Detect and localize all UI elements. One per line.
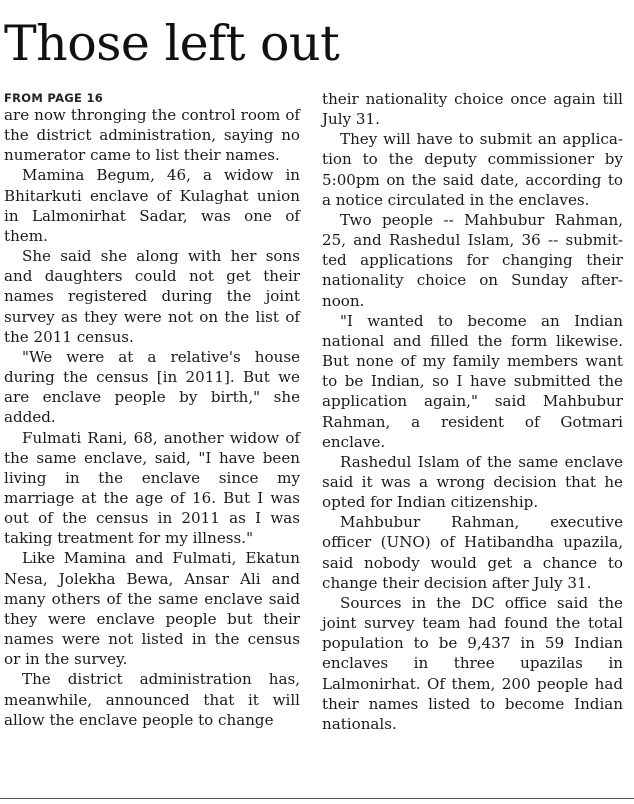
- headline: Those left out: [4, 15, 340, 72]
- paragraph: Mahbubur Rahman, executive officer (UNO) of Hatibandha upazila, said nobody would get a chance to change their decision after July 31.: [322, 513, 623, 592]
- paragraph: Fulmati Rani, 68, another widow of the same enclave, said, "I have been living in the enclave since my marriage at the age of 16. But I was out of the census in 2011 as I was taking treatment for my illness.": [4, 428, 300, 548]
- bottom-rule: [0, 798, 634, 799]
- continuation-kicker: FROM PAGE 16: [4, 91, 104, 105]
- paragraph: "I wanted to become an Indian national and filled the form likewise. But none of my family members want to be Indian, so I have submitted the application again," said Mahbubur Rahman, a resident of Gotmari enclave.: [322, 311, 623, 451]
- paragraph: The district administration has, meanwhile, announced that it will allow the enclave people to change: [4, 670, 300, 729]
- paragraph: "We were at a relative's house during the census [in 2011]. But we are enclave people by birth," she added.: [4, 347, 300, 427]
- article-column-right: [322, 89, 623, 734]
- paragraph: Sources in the DC office said the joint survey team had found the total population to be 9,437 in 59 Indian enclaves in three upazilas in Lalmonirhat. Of them, 200 people had their names listed to become Indian nationals.: [322, 593, 623, 733]
- article-column-left: [4, 89, 300, 730]
- paragraph: are now thronging the control room of the district administration, saying no numerator came to list their names.: [4, 106, 300, 165]
- paragraph: Two people -- Mahbubur Rahman, 25, and Rashedul Islam, 36 -- submitted applications for changing their nationality choice on Sunday afternoon.: [322, 210, 623, 310]
- paragraph: Rashedul Islam of the same enclave said it was a wrong decision that he opted for Indian citizenship.: [322, 452, 623, 512]
- paragraph: their nationality choice once again till July 31.: [322, 90, 623, 129]
- paragraph: Like Mamina and Fulmati, Ekatun Nesa, Jolekha Bewa, Ansar Ali and many others of the same enclave said they were enclave people but their names were not listed in the census or in the survey.: [4, 549, 300, 669]
- paragraph: They will have to submit an application to the deputy commissioner by 5:00pm on the said date, according to a notice circulated in the enclaves.: [322, 130, 623, 209]
- paragraph: Mamina Begum, 46, a widow in Bhitarkuti enclave of Kulaghat union in Lalmonirhat Sadar, was one of them.: [4, 166, 300, 245]
- paragraph: She said she along with her sons and daughters could not get their names registered during the joint survey as they were not on the list of the 2011 census.: [4, 247, 300, 346]
